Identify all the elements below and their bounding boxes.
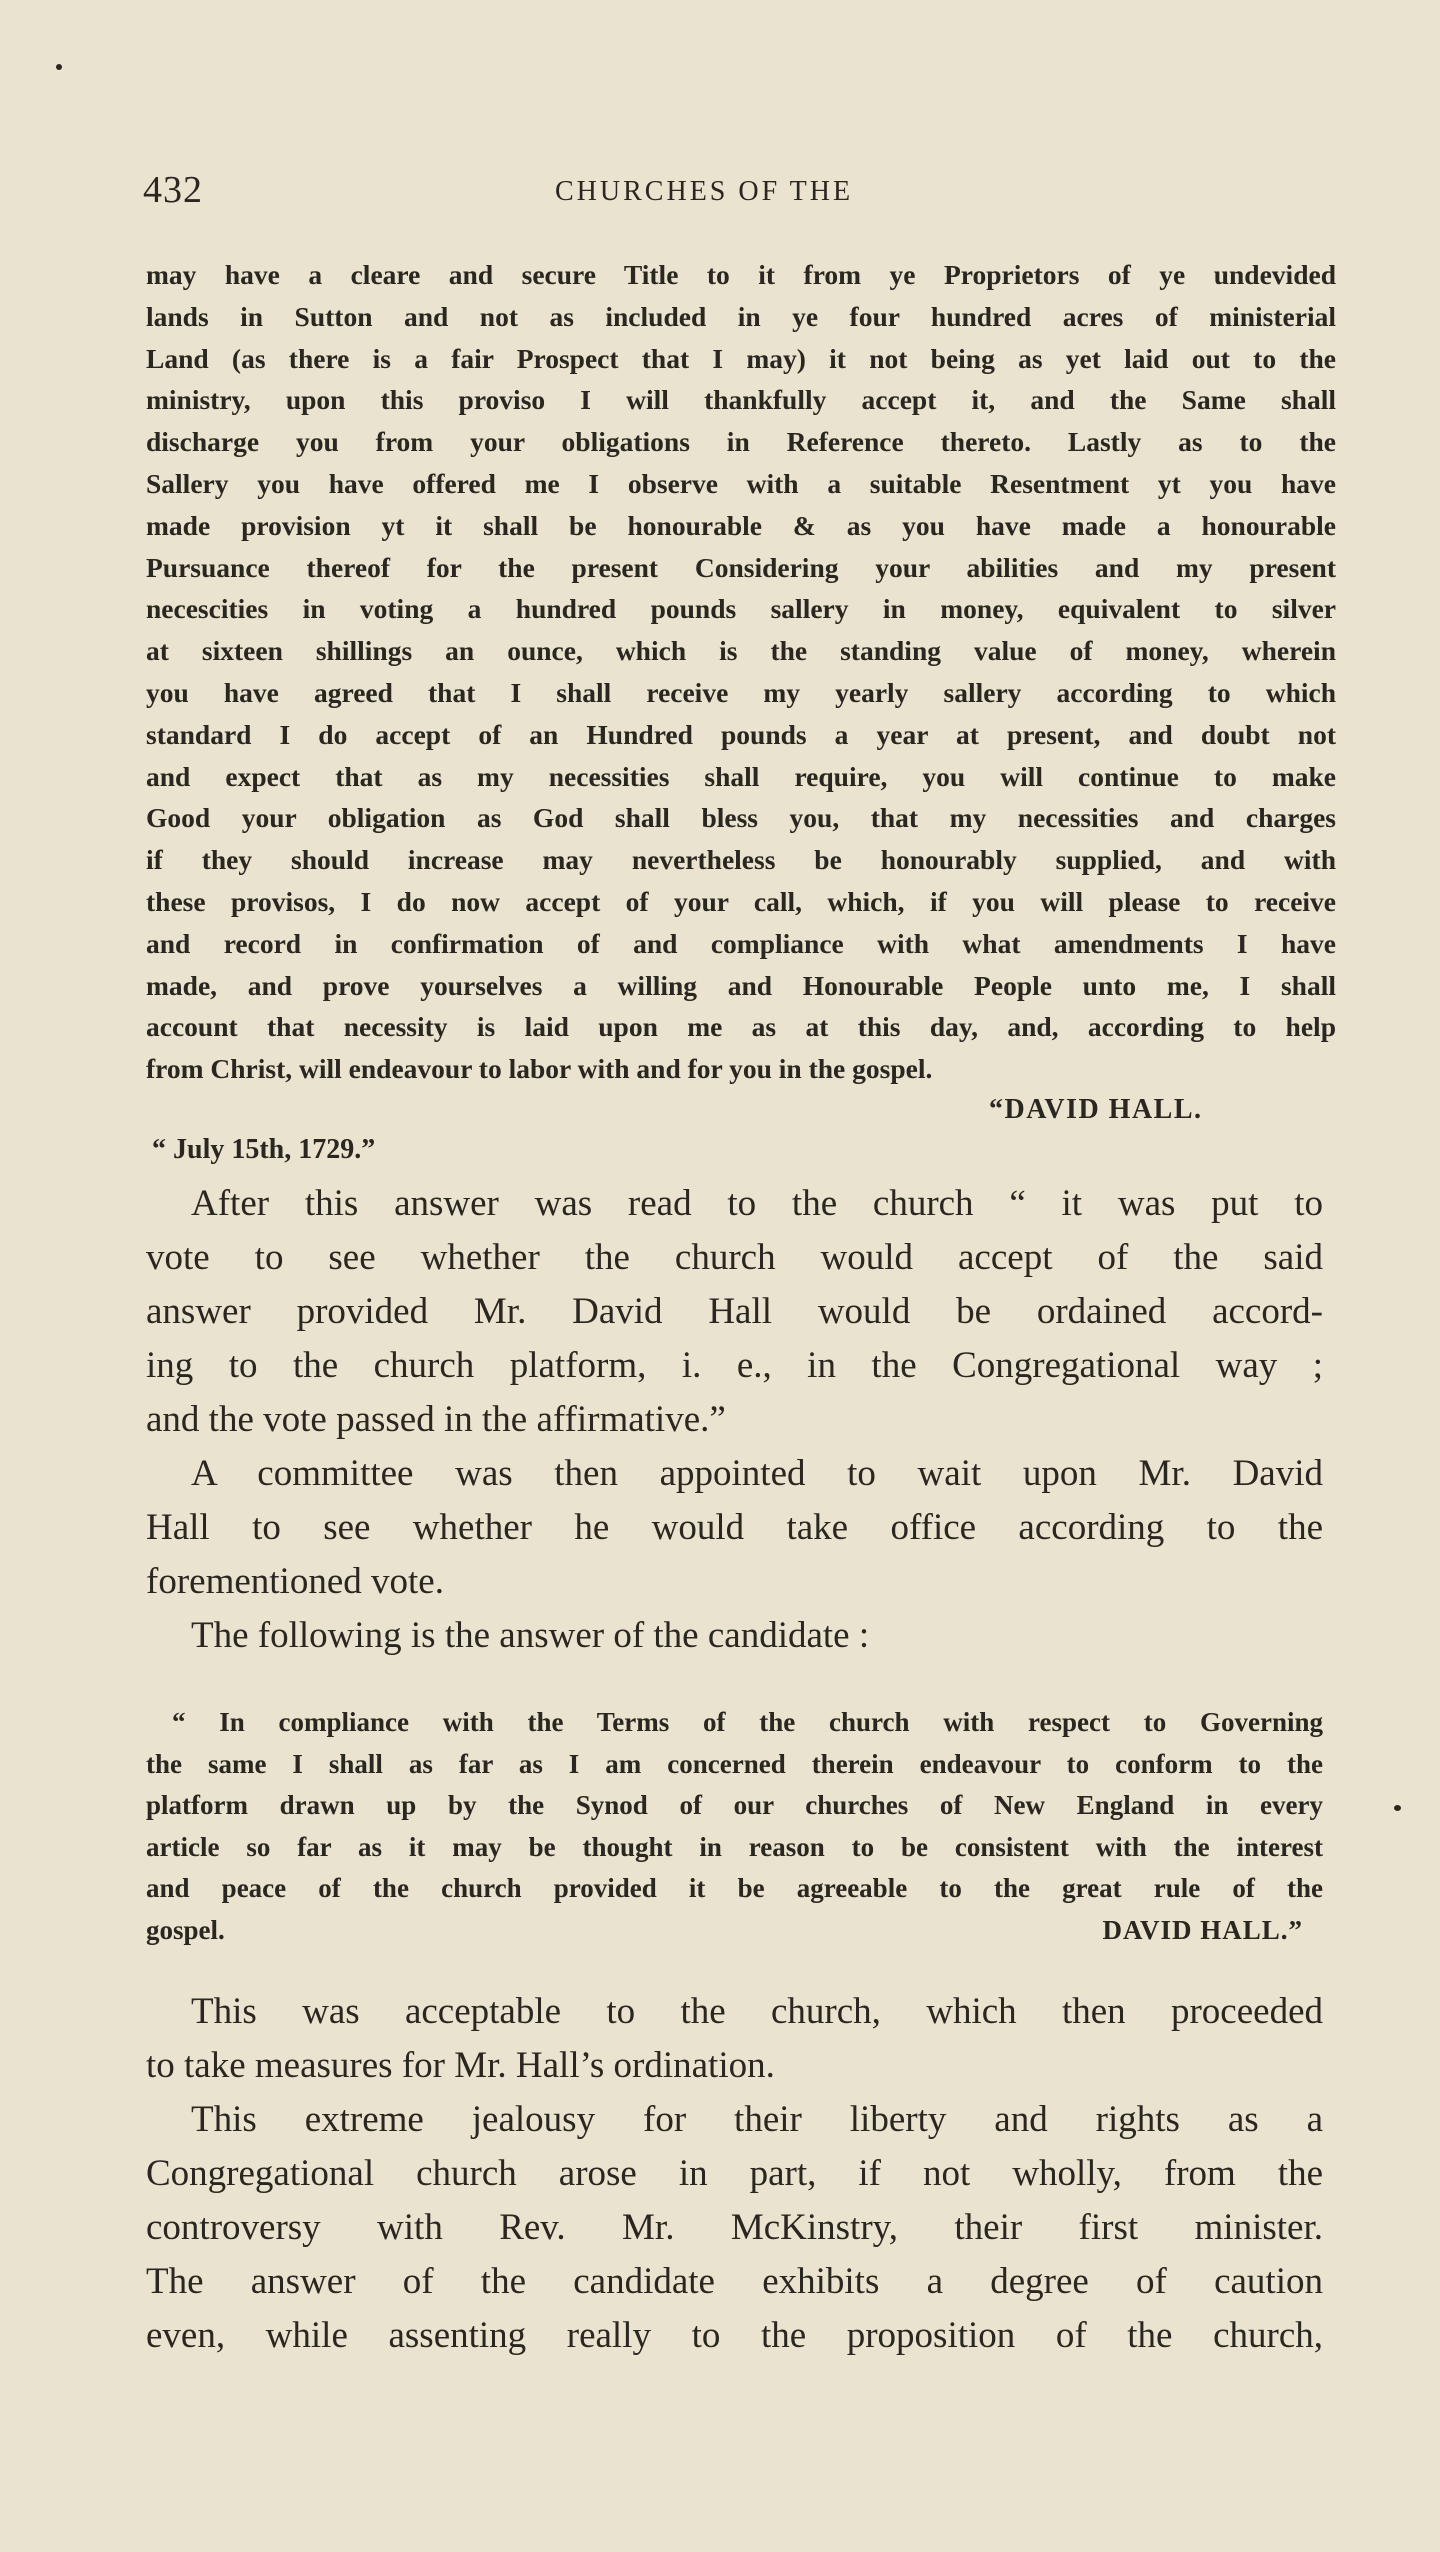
letter-line: Land (as there is a fair Prospect that I may) it not being as yet laid out to the: [146, 342, 1336, 374]
body-line: The answer of the candidate exhibits a degree of caution: [146, 2261, 1323, 2302]
letter-line: discharge you from your obligations in Reference thereto. Lastly as to the: [146, 426, 1336, 458]
letter-line: ministry, upon this proviso I will thankfully accept it, and the Same shall: [146, 384, 1336, 416]
body-line: After this answer was read to the church “ it was put to: [191, 1183, 1323, 1224]
letter-date: “ July 15th, 1729.”: [152, 1133, 376, 1165]
letter-line: if they should increase may nevertheless be honourably supplied, and with: [146, 844, 1336, 876]
letter-line: made provision yt it shall be honourable & as you have made a honourable: [146, 509, 1336, 541]
reply-last-word: gospel.: [146, 1914, 225, 1945]
quoted-letter: [146, 254, 1336, 1170]
letter-line: account that necessity is laid upon me as at this day, and, according to help: [146, 1011, 1336, 1043]
letter-signature: “DAVID HALL.: [989, 1093, 1203, 1125]
reply-line: article so far as it may be thought in reason to be consistent with the interest: [146, 1831, 1323, 1862]
letter-line: may have a cleare and secure Title to it from ye Proprietors of ye undevided: [146, 259, 1336, 290]
ink-speck: [56, 64, 62, 70]
letter-line: standard I do accept of an Hundred pounds a year at present, and doubt not: [146, 718, 1336, 750]
letter-line: Pursuance thereof for the present Considering your abilities and my present: [146, 551, 1336, 583]
body-line: controversy with Rev. Mr. McKinstry, their first minister.: [146, 2207, 1323, 2248]
body-line: A committee was then appointed to wait upon Mr. David: [191, 1453, 1323, 1494]
narrative-section-1: [146, 1177, 1323, 1663]
letter-line: made, and prove yourselves a willing and Honourable People unto me, I shall: [146, 969, 1336, 1001]
page-header: [143, 168, 1303, 216]
reply-line: platform drawn up by the Synod of our churches of New England in every: [146, 1790, 1323, 1820]
reply-line: the same I shall as far as I am concerned therein endeavour to conform to the: [146, 1748, 1323, 1779]
letter-line: Good your obligation as God shall bless you, that my necessities and charges: [146, 802, 1336, 834]
body-line: to take measures for Mr. Hall’s ordination.: [146, 2045, 775, 2086]
body-line: and the vote passed in the affirmative.”: [146, 1399, 726, 1440]
candidate-reply: [146, 1702, 1323, 1951]
letter-line: and expect that as my necessities shall require, you will continue to make: [146, 760, 1336, 792]
reply-signature: DAVID HALL.”: [1102, 1914, 1303, 1945]
body-line: The following is the answer of the candidate :: [191, 1615, 870, 1656]
body-line: This was acceptable to the church, which then proceeded: [191, 1991, 1323, 2032]
body-line: This extreme jealousy for their liberty and rights as a: [191, 2099, 1323, 2140]
ink-speck: [1394, 1805, 1401, 1811]
body-line: ing to the church platform, i. e., in the Congregational way ;: [146, 1345, 1323, 1386]
letter-line: necescities in voting a hundred pounds sallery in money, equivalent to silver: [146, 593, 1336, 625]
reply-closing-line: [146, 1910, 1323, 1952]
letter-line: Sallery you have offered me I observe with a suitable Resentment yt you have: [146, 467, 1336, 499]
body-line: forementioned vote.: [146, 1561, 444, 1602]
letter-line: at sixteen shillings an ounce, which is the standing value of money, wherein: [146, 635, 1336, 667]
body-line: answer provided Mr. David Hall would be ordained accord-: [146, 1291, 1323, 1332]
letter-line: these provisos, I do now accept of your call, which, if you will please to receive: [146, 885, 1336, 917]
reply-line: “ In compliance with the Terms of the church with respect to Governing: [172, 1707, 1323, 1737]
reply-line: and peace of the church provided it be agreeable to the great rule of the: [146, 1873, 1323, 1903]
letter-line: from Christ, will endeavour to labor with and for you in the gospel.: [146, 1053, 933, 1085]
body-line: vote to see whether the church would accept of the said: [146, 1237, 1323, 1278]
body-line: Hall to see whether he would take office according to the: [146, 1507, 1323, 1548]
letter-line: and record in confirmation of and compliance with what amendments I have: [146, 927, 1336, 959]
body-line: Congregational church arose in part, if not wholly, from the: [146, 2153, 1323, 2194]
body-line: even, while assenting really to the proposition of the church,: [146, 2315, 1323, 2356]
narrative-section-2: [146, 1985, 1323, 2363]
letter-line: you have agreed that I shall receive my yearly sallery according to which: [146, 676, 1336, 708]
letter-line: lands in Sutton and not as included in ye four hundred acres of ministerial: [146, 300, 1336, 332]
page-number: 432: [143, 169, 203, 211]
running-title: CHURCHES OF THE: [555, 176, 854, 207]
